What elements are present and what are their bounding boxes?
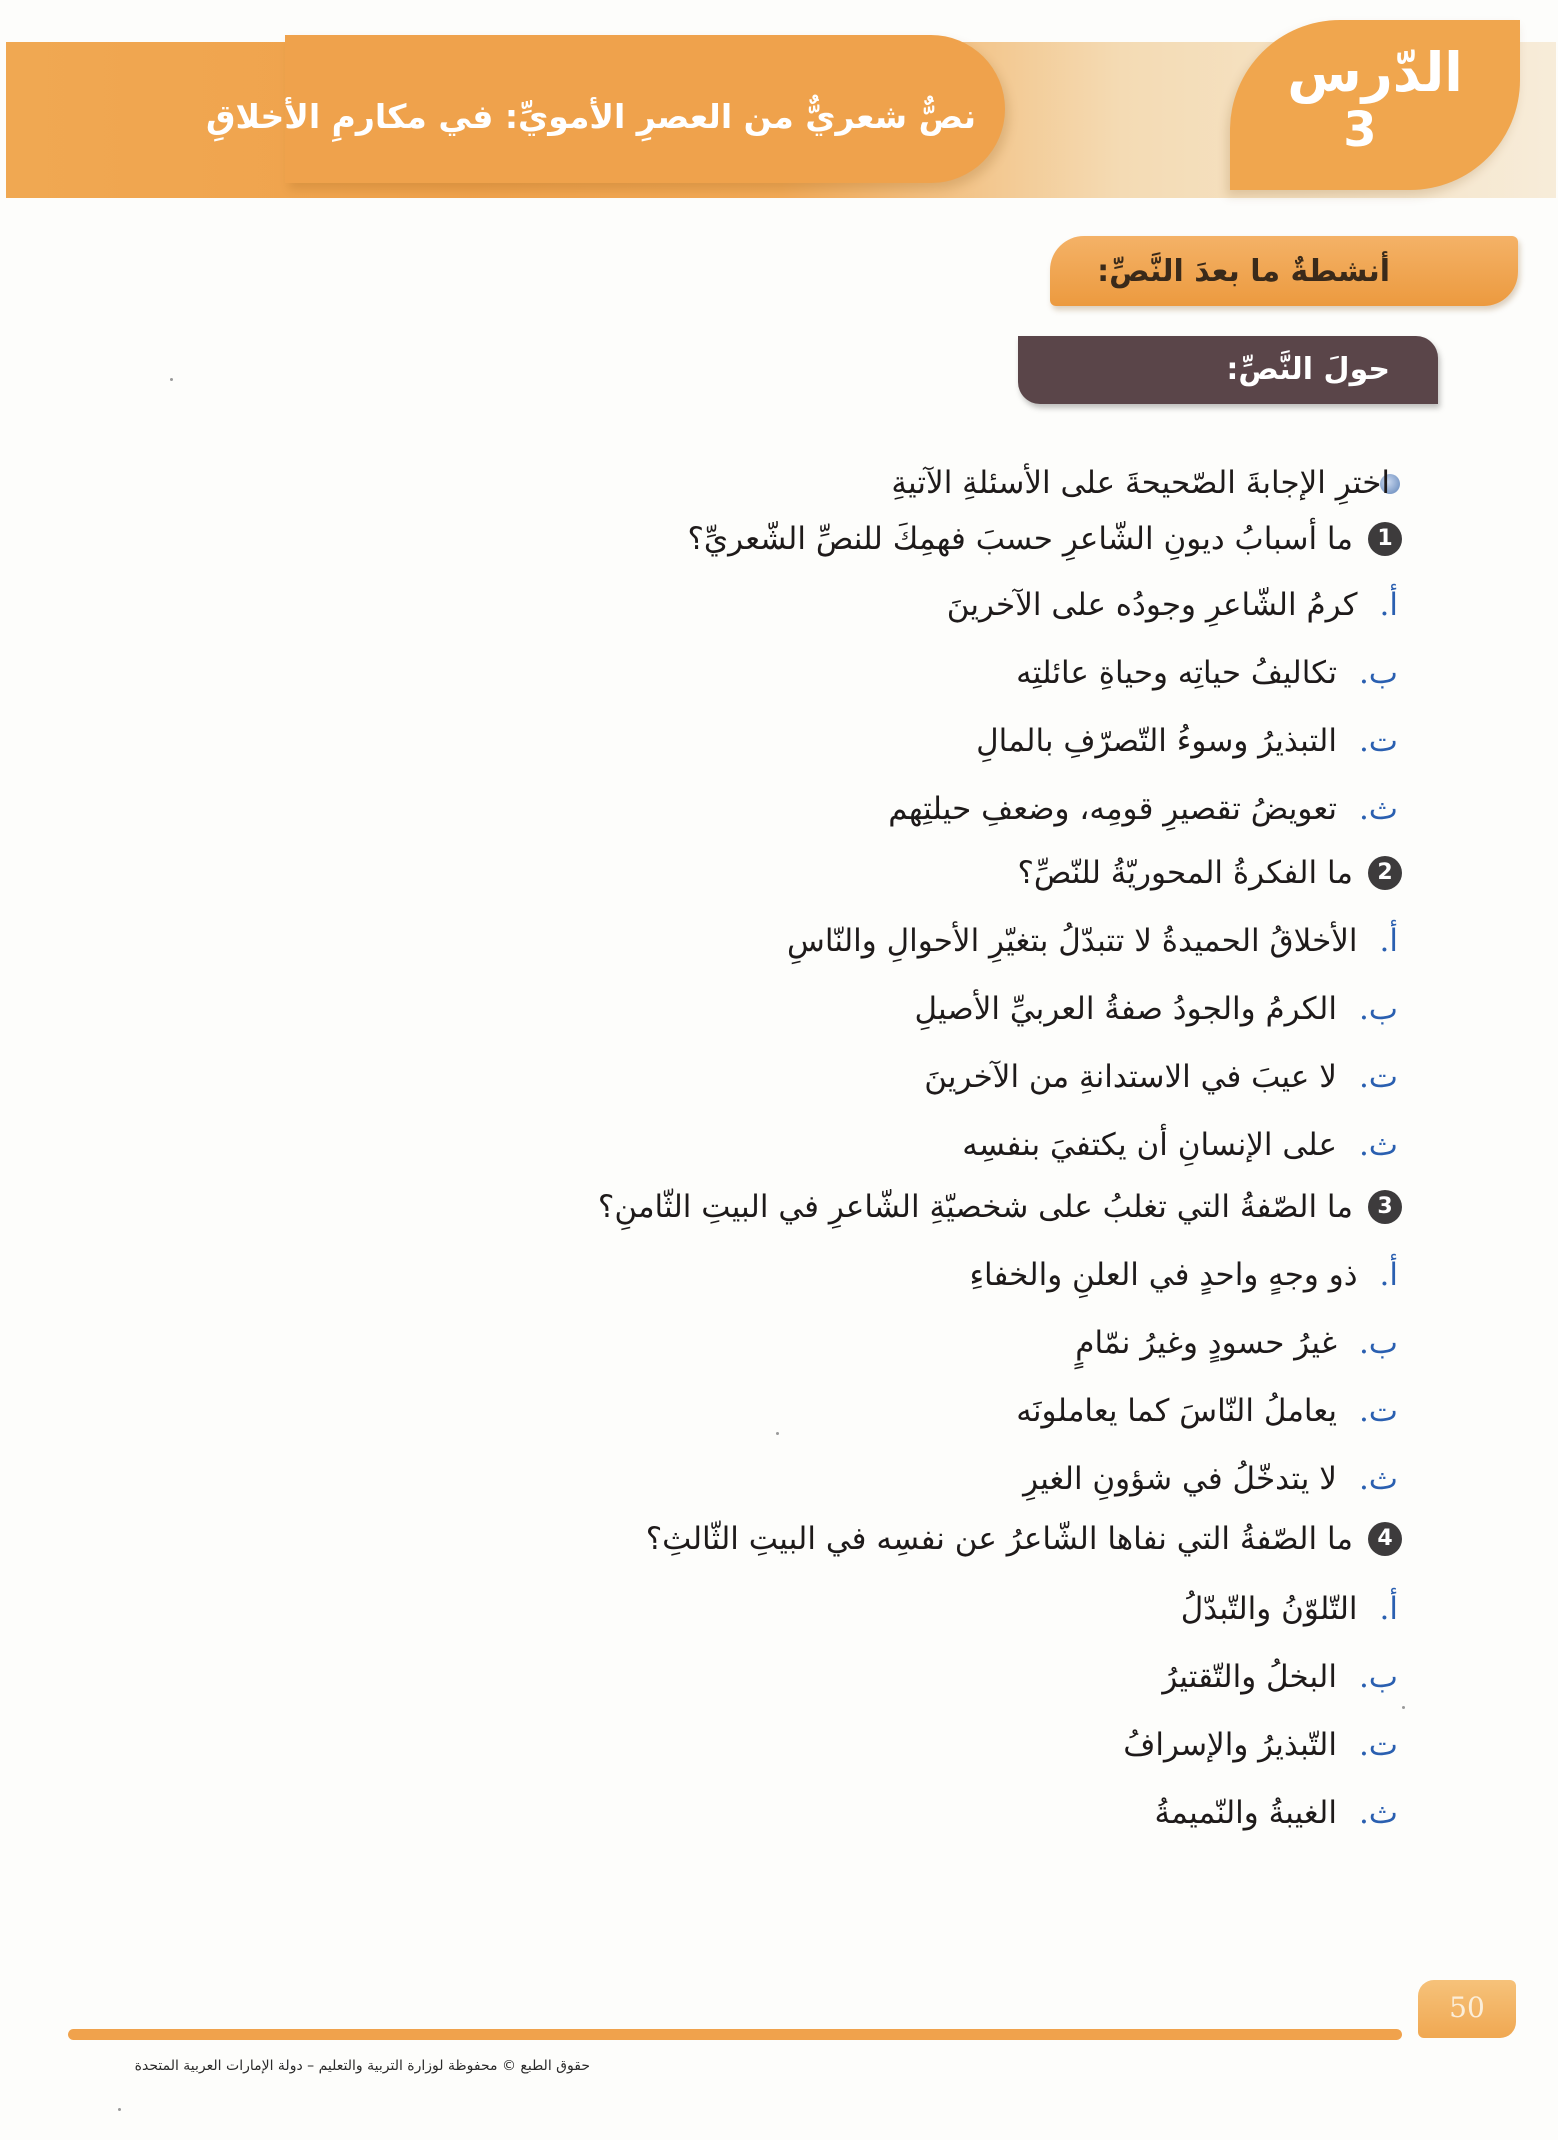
option-text: تكاليفُ حياتِه وحياةِ عائلتِه: [1016, 655, 1337, 691]
question-number-badge: 3: [1368, 1190, 1402, 1224]
option-text: ذو وجهٍ واحدٍ في العلنِ والخفاءِ: [969, 1257, 1358, 1293]
answer-option[interactable]: [398, 1652, 1398, 1702]
option-text: الأخلاقُ الحميدةُ لا تتبدّلُ بتغيّرِ الأحوالِ والنّاسِ: [787, 923, 1358, 959]
answer-option[interactable]: [398, 1318, 1398, 1368]
option-text: لا عيبَ في الاستدانةِ من الآخرينَ: [924, 1059, 1337, 1095]
scan-speck: [776, 1432, 779, 1435]
option-letter: ب.: [1358, 655, 1398, 691]
footer-divider: [68, 2029, 1402, 2040]
option-text: لا يتدخّلُ في شؤونِ الغيرِ: [1023, 1461, 1337, 1497]
answer-option[interactable]: [398, 1454, 1398, 1504]
option-letter: ت.: [1358, 723, 1398, 759]
answer-option[interactable]: [398, 1788, 1398, 1838]
option-text: التّبذيرُ والإسرافُ: [1123, 1727, 1337, 1763]
question-text: ما أسبابُ ديونِ الشّاعرِ حسبَ فهمِكَ للنصِّ الشّعريِّ؟: [687, 521, 1353, 557]
lesson-label: الدّرس: [1287, 41, 1463, 104]
option-text: الغيبةُ والنّميمةُ: [1154, 1795, 1337, 1831]
option-text: غيرُ حسودٍ وغيرُ نمّامٍ: [1075, 1325, 1337, 1361]
option-letter: ب.: [1358, 1659, 1398, 1695]
option-letter: ث.: [1358, 1795, 1398, 1831]
option-letter: أ.: [1379, 1591, 1398, 1627]
instruction-text: اخترِ الإجابةَ الصّحيحةَ على الأسئلةِ الآتيةِ: [891, 465, 1390, 501]
answer-option[interactable]: [398, 1120, 1398, 1170]
option-letter: أ.: [1379, 923, 1398, 959]
option-letter: ت.: [1358, 1059, 1398, 1095]
option-letter: أ.: [1379, 1257, 1398, 1293]
answer-option[interactable]: [398, 648, 1398, 698]
answer-option[interactable]: [398, 1386, 1398, 1436]
option-letter: ث.: [1358, 1127, 1398, 1163]
option-text: التّلوّنُ والتّبدّلُ: [1180, 1591, 1358, 1627]
question-text: ما الفكرةُ المحوريّةُ للنّصِّ؟: [1017, 855, 1353, 891]
page-number: 50: [1449, 1991, 1485, 2024]
scan-speck: [170, 378, 173, 381]
option-text: كرمُ الشّاعرِ وجودُه على الآخرينَ: [946, 587, 1358, 623]
question-number-badge: 4: [1368, 1522, 1402, 1556]
option-text: البخلُ والتّقتيرُ: [1162, 1659, 1337, 1695]
option-letter: ب.: [1358, 991, 1398, 1027]
scan-speck: [118, 2108, 121, 2111]
answer-option[interactable]: [398, 1720, 1398, 1770]
option-letter: ت.: [1358, 1727, 1398, 1763]
option-text: على الإنسانِ أن يكتفيَ بنفسِه: [962, 1127, 1337, 1163]
option-letter: ب.: [1358, 1325, 1398, 1361]
question-number-badge: 2: [1368, 856, 1402, 890]
answer-option[interactable]: [398, 1052, 1398, 1102]
about-text-section-title: حولَ النَّصِّ:: [1226, 352, 1390, 387]
option-text: الكرمُ والجودُ صفةُ العربيِّ الأصيلِ: [914, 991, 1337, 1027]
answer-option[interactable]: [398, 716, 1398, 766]
question-text: ما الصّفةُ التي نفاها الشّاعرُ عن نفسِه في البيتِ الثّالثِ؟: [645, 1521, 1353, 1557]
question-number-badge: 1: [1368, 522, 1402, 556]
option-text: التبذيرُ وسوءُ التّصرّفِ بالمالِ: [976, 723, 1337, 759]
option-text: تعويضُ تقصيرِ قومِه، وضعفِ حيلتِهم: [888, 791, 1337, 827]
footer-copyright: حقوق الطبع © محفوظة لوزارة التربية والتعليم – دولة الإمارات العربية المتحدة: [134, 2058, 590, 2074]
answer-option[interactable]: [398, 1584, 1398, 1634]
answer-option[interactable]: [398, 1250, 1398, 1300]
answer-option[interactable]: [398, 916, 1398, 966]
answer-option[interactable]: [398, 984, 1398, 1034]
scan-speck: [1402, 1706, 1405, 1709]
question-text: ما الصّفةُ التي تغلبُ على شخصيّةِ الشّاعرِ في البيتِ الثّامنِ؟: [597, 1189, 1353, 1225]
option-letter: ث.: [1358, 1461, 1398, 1497]
answer-option[interactable]: [398, 784, 1398, 834]
option-text: يعاملُ النّاسَ كما يعاملونَه: [1016, 1393, 1337, 1429]
option-letter: ت.: [1358, 1393, 1398, 1429]
lesson-subtitle: نصٌّ شعريٌّ من العصرِ الأمويِّ: في مكارمِ الأخلاقِ: [205, 97, 976, 136]
option-letter: أ.: [1379, 587, 1398, 623]
lesson-number: 3: [1343, 102, 1377, 158]
activities-section-title: أنشطةٌ ما بعدَ النَّصِّ:: [1097, 254, 1390, 289]
answer-option[interactable]: [398, 580, 1398, 630]
option-letter: ث.: [1358, 791, 1398, 827]
